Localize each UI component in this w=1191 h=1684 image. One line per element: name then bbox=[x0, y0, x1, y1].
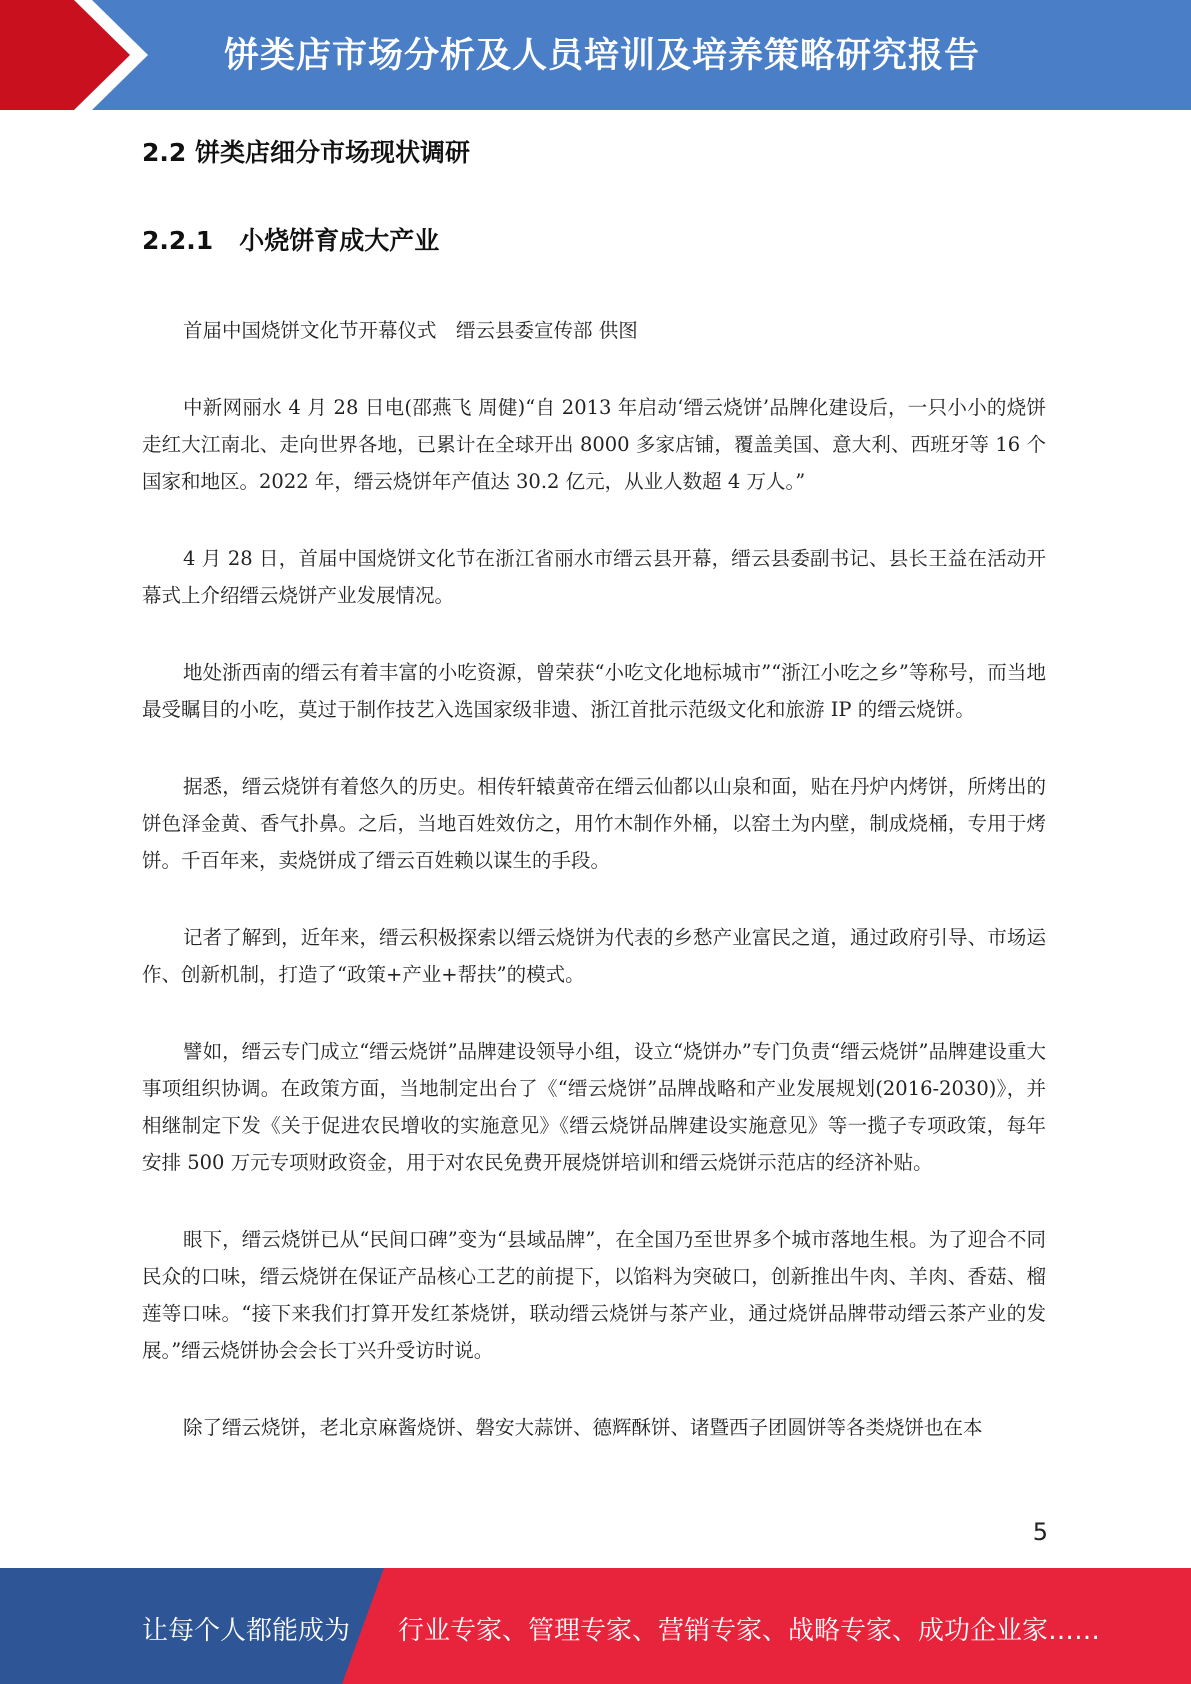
body-paragraph: 地处浙西南的缙云有着丰富的小吃资源，曾荣获“小吃文化地标城市”“浙江小吃之乡”等称号，而当地最受瞩目的小吃，莫过于制作技艺入选国家级非遗、浙江首批示范级文化和旅游 IP 的缙云烧饼。 bbox=[142, 661, 1046, 721]
body-paragraph: 譬如，缙云专门成立“缙云烧饼”品牌建设领导小组，设立“烧饼办”专门负责“缙云烧饼”品牌建设重大事项组织协调。在政策方面，当地制定出台了《“缙云烧饼”品牌战略和产业发展规划(2016-2030)》，并相继制定下发《关于促进农民增收的实施意见》《缙云烧饼品牌建设实施意见》等一揽子专项政策，每年安排 500 万元专项财政资金，用于对农民免费开展烧饼培训和缙云烧饼示范店的经济补贴。 bbox=[142, 1040, 1046, 1174]
footer-slogan-left: 让每个人都能成为 bbox=[142, 1616, 351, 1646]
header-chevron-decoration bbox=[0, 0, 160, 110]
page-footer bbox=[0, 1568, 1191, 1684]
subsection-heading bbox=[142, 221, 1046, 257]
body-paragraph: 4 月 28 日，首届中国烧饼文化节在浙江省丽水市缙云县开幕，缙云县委副书记、县长王益在活动开幕式上介绍缙云烧饼产业发展情况。 bbox=[142, 547, 1046, 607]
subsection-title: 小烧饼育成大产业 bbox=[239, 226, 440, 255]
image-caption: 首届中国烧饼文化节开幕仪式 缙云县委宣传部 供图 bbox=[183, 319, 638, 342]
main-content bbox=[142, 128, 1046, 1446]
body-paragraph: 除了缙云烧饼，老北京麻酱烧饼、磐安大蒜饼、德辉酥饼、诸暨西子团圆饼等各类烧饼也在本 bbox=[183, 1416, 983, 1439]
body-paragraph: 中新网丽水 4 月 28 日电(邵燕飞 周健)“自 2013 年启动‘缙云烧饼’品牌化建设后，一只小小的烧饼走红大江南北、走向世界各地，已累计在全球开出 8000 多家店铺，覆盖美国、意大利、西班牙等 16 个国家和地区。2022 年，缙云烧饼年产值达 30.2 亿元，从业人数超 4 万人。” bbox=[142, 396, 1046, 493]
body-paragraph: 记者了解到，近年来，缙云积极探索以缙云烧饼为代表的乡愁产业富民之道，通过政府引导、市场运作、创新机制，打造了“政策+产业+帮扶”的模式。 bbox=[142, 926, 1046, 986]
section-heading: 2.2 饼类店细分市场现状调研 bbox=[142, 138, 470, 167]
page-number: 5 bbox=[1032, 1518, 1048, 1546]
body-paragraph: 眼下，缙云烧饼已从“民间口碑”变为“县域品牌”，在全国乃至世界多个城市落地生根。为了迎合不同民众的口味，缙云烧饼在保证产品核心工艺的前提下，以馅料为突破口，创新推出牛肉、羊肉、香菇、榴莲等口味。“接下来我们打算开发红茶烧饼，联动缙云烧饼与茶产业，通过烧饼品牌带动缙云茶产业的发展。”缙云烧饼协会会长丁兴升受访时说。 bbox=[142, 1228, 1046, 1362]
subsection-number: 2.2.1 bbox=[142, 226, 214, 255]
page-header bbox=[0, 0, 1191, 110]
document-title: 饼类店市场分析及人员培训及培养策略研究报告 bbox=[224, 36, 981, 76]
footer-slogan-right: 行业专家、管理专家、营销专家、战略专家、成功企业家…… bbox=[398, 1616, 1101, 1646]
body-paragraph: 据悉，缙云烧饼有着悠久的历史。相传轩辕黄帝在缙云仙都以山泉和面，贴在丹炉内烤饼，所烤出的饼色泽金黄、香气扑鼻。之后，当地百姓效仿之，用竹木制作外桶，以窑土为内壁，制成烧桶，专用于烤饼。千百年来，卖烧饼成了缙云百姓赖以谋生的手段。 bbox=[142, 775, 1046, 872]
